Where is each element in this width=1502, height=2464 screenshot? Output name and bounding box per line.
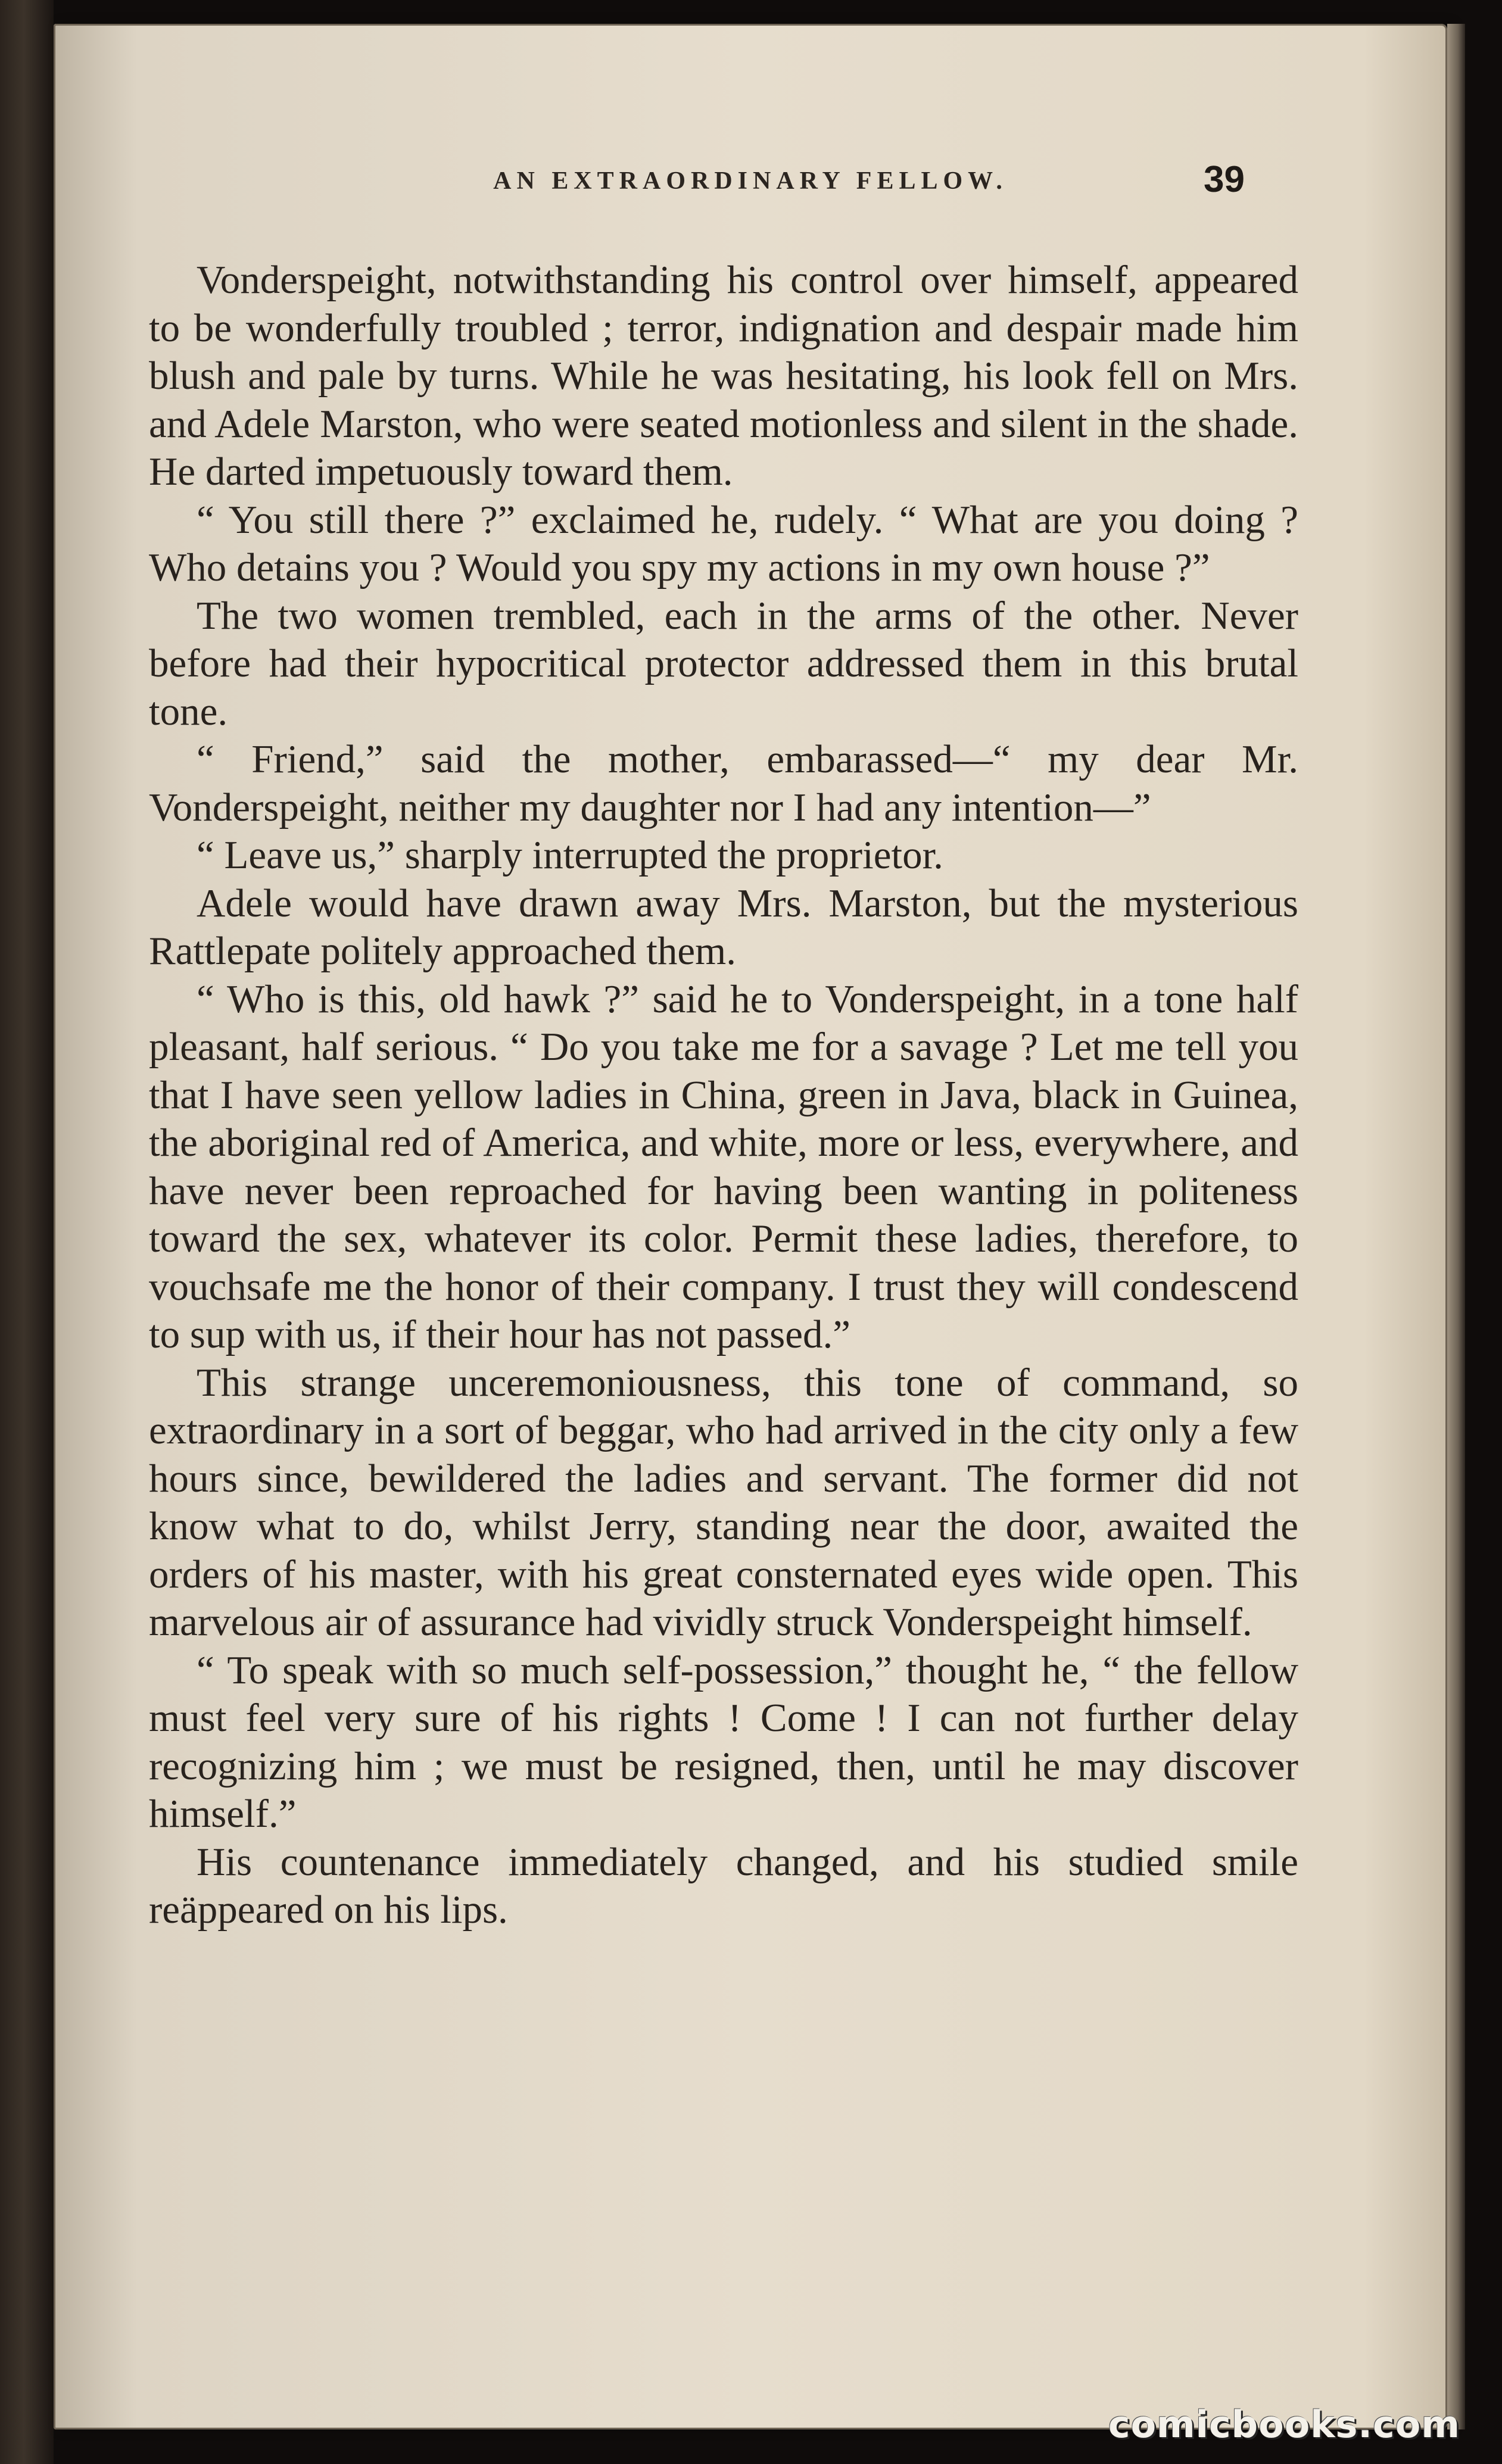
book-spine (0, 0, 54, 2464)
running-head: AN EXTRAORDINARY FELLOW. (493, 167, 1008, 195)
paragraph: The two women trembled, each in the arms of the other. Never before had their hypocritical protector addressed them in this brutal tone. (149, 593, 1298, 734)
page-number: 39 (1204, 159, 1245, 200)
paragraph: This strange unceremoniousness, this tone of command, so extraordinary in a sort of beggar, who had arrived in the city only a few hours since, bewildered the ladies and servant. The former did not know what to do, whilst Jerry, standing near the door, awaited the orders of his master, with his great consternated eyes wide open. This marvelous air of assurance had vividly struck Vonderspeight himself. (149, 1360, 1298, 1644)
paragraph: “ Who is this, old hawk ?” said he to Vonderspeight, in a tone half pleasant, half serious. “ Do you take me for a savage ? Let me tell you that I have seen yellow ladies in China, green in Java, black in Guinea, the aboriginal red of America, and white, more or less, everywhere, and have never been reproached for having been wanting in politeness toward the sex, whatever its color. Permit these ladies, therefore, to vouchsafe me the honor of their company. I trust they will condescend to sup with us, if their hour has not passed.” (149, 977, 1298, 1356)
paragraph: Vonderspeight, notwithstanding his control over himself, appeared to be wonderfully troubled ; terror, indignation and despair made him blush and pale by turns. While he was hesitating, his look fell on Mrs. and Adele Marston, who were seated motionless and silent in the shade. He darted impetuously toward them. (149, 258, 1298, 494)
paragraph: “ To speak with so much self-possession,” thought he, “ the fellow must feel very sure of his rights ! Come ! I can not further delay recognizing him ; we must be resigned, then, until he may discover himself.” (149, 1648, 1298, 1836)
page-body (149, 256, 1298, 1934)
page-edge (1447, 24, 1465, 2429)
paragraph: “ You still there ?” exclaimed he, rudely. “ What are you doing ? Who detains you ? Would you spy my actions in my own house ?” (149, 497, 1298, 590)
paragraph: His countenance immediately changed, and his studied smile reäppeared on his lips. (149, 1839, 1298, 1932)
site-watermark: comicbooks.com (1108, 2403, 1460, 2446)
paragraph: “ Leave us,” sharply interrupted the proprietor. (197, 833, 943, 877)
book-page (54, 24, 1447, 2429)
paragraph: “ Friend,” said the mother, embarassed—“ my dear Mr. Vonderspeight, neither my daughter nor I had any intention—” (149, 737, 1298, 829)
paragraph: Adele would have drawn away Mrs. Marston, but the mysterious Rattlepate politely approached them. (149, 881, 1298, 973)
